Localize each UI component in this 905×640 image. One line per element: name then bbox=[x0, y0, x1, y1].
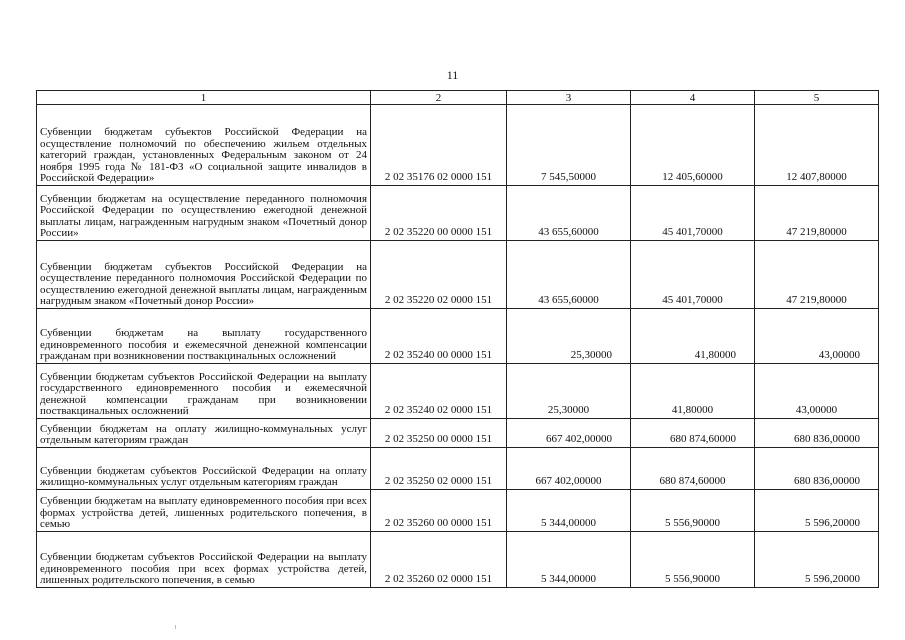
header-row bbox=[37, 91, 879, 105]
row-description: Субвенции бюджетам субъектов Российской Федерации на выплату государственного единовременного пособия и ежемесячной денежной компенсации гражданам при возникновении поствакцинальных осложнений bbox=[37, 364, 371, 419]
table-header bbox=[37, 91, 879, 105]
budget-table bbox=[36, 90, 879, 588]
row-value-year-3: 680 836,00000 bbox=[755, 448, 879, 490]
scan-artifact bbox=[175, 625, 176, 629]
table-row bbox=[37, 364, 879, 419]
row-value-year-2: 41,80000 bbox=[631, 364, 755, 419]
row-value-year-3: 43,00000 bbox=[755, 364, 879, 419]
table-row bbox=[37, 105, 879, 186]
row-value-year-1: 43 655,60000 bbox=[507, 241, 631, 309]
row-budget-code: 2 02 35176 02 0000 151 bbox=[371, 105, 507, 186]
row-value-year-2: 41,80000 bbox=[631, 309, 755, 364]
column-header-3: 3 bbox=[507, 91, 631, 105]
row-value-year-1: 43 655,60000 bbox=[507, 186, 631, 241]
table-row bbox=[37, 532, 879, 588]
row-value-year-3: 43,00000 bbox=[755, 309, 879, 364]
table-row bbox=[37, 490, 879, 532]
row-budget-code: 2 02 35260 02 0000 151 bbox=[371, 532, 507, 588]
row-value-year-1: 5 344,00000 bbox=[507, 532, 631, 588]
row-value-year-2: 45 401,70000 bbox=[631, 241, 755, 309]
row-budget-code: 2 02 35250 02 0000 151 bbox=[371, 448, 507, 490]
row-value-year-2: 45 401,70000 bbox=[631, 186, 755, 241]
row-value-year-1: 25,30000 bbox=[507, 309, 631, 364]
column-header-2: 2 bbox=[371, 91, 507, 105]
row-budget-code: 2 02 35240 02 0000 151 bbox=[371, 364, 507, 419]
row-budget-code: 2 02 35240 00 0000 151 bbox=[371, 309, 507, 364]
row-value-year-1: 667 402,00000 bbox=[507, 448, 631, 490]
table-row bbox=[37, 419, 879, 448]
row-value-year-3: 47 219,80000 bbox=[755, 186, 879, 241]
row-budget-code: 2 02 35260 00 0000 151 bbox=[371, 490, 507, 532]
row-description: Субвенции бюджетам на осуществление переданного полномочия Российской Федерации по осуществлению ежегодной денежной выплаты лицам, награжденным нагрудным знаком «Почетный донор России» bbox=[37, 186, 371, 241]
table-row bbox=[37, 309, 879, 364]
row-value-year-3: 680 836,00000 bbox=[755, 419, 879, 448]
row-value-year-3: 12 407,80000 bbox=[755, 105, 879, 186]
row-value-year-3: 47 219,80000 bbox=[755, 241, 879, 309]
row-description: Субвенции бюджетам субъектов Российской Федерации на осуществление полномочий по обеспечению жильем отдельных категорий граждан, установленных Федеральным законом от 24 ноября 1995 года № 181-ФЗ «О социальной защите инвалидов в Российской Федерации» bbox=[37, 105, 371, 186]
row-value-year-3: 5 596,20000 bbox=[755, 532, 879, 588]
row-value-year-1: 25,30000 bbox=[507, 364, 631, 419]
row-value-year-2: 5 556,90000 bbox=[631, 532, 755, 588]
row-description: Субвенции бюджетам субъектов Российской Федерации на оплату жилищно-коммунальных услуг отдельным категориям граждан bbox=[37, 448, 371, 490]
table-row bbox=[37, 241, 879, 309]
row-description: Субвенции бюджетам на оплату жилищно-коммунальных услуг отдельным категориям граждан bbox=[37, 419, 371, 448]
page-number: 11 bbox=[446, 68, 459, 82]
row-value-year-2: 12 405,60000 bbox=[631, 105, 755, 186]
row-value-year-2: 680 874,60000 bbox=[631, 448, 755, 490]
row-value-year-1: 5 344,00000 bbox=[507, 490, 631, 532]
row-description: Субвенции бюджетам на выплату единовременного пособия при всех формах устройства детей, лишенных родительского попечения, в семью bbox=[37, 490, 371, 532]
row-value-year-1: 667 402,00000 bbox=[507, 419, 631, 448]
row-budget-code: 2 02 35250 00 0000 151 bbox=[371, 419, 507, 448]
row-value-year-2: 5 556,90000 bbox=[631, 490, 755, 532]
row-description: Субвенции бюджетам субъектов Российской Федерации на осуществление переданного полномочия Российской Федерации по осуществлению ежегодной денежной выплаты лицам, награжденным нагрудным знаком «Почетный донор России» bbox=[37, 241, 371, 309]
row-budget-code: 2 02 35220 02 0000 151 bbox=[371, 241, 507, 309]
row-value-year-2: 680 874,60000 bbox=[631, 419, 755, 448]
column-header-1: 1 bbox=[37, 91, 371, 105]
row-value-year-3: 5 596,20000 bbox=[755, 490, 879, 532]
column-header-4: 4 bbox=[631, 91, 755, 105]
row-budget-code: 2 02 35220 00 0000 151 bbox=[371, 186, 507, 241]
table-body bbox=[37, 105, 879, 588]
table-row bbox=[37, 448, 879, 490]
row-description: Субвенции бюджетам субъектов Российской Федерации на выплату единовременного пособия при всех формах устройства детей, лишенных родительского попечения, в семью bbox=[37, 532, 371, 588]
table-row bbox=[37, 186, 879, 241]
column-header-5: 5 bbox=[755, 91, 879, 105]
row-value-year-1: 7 545,50000 bbox=[507, 105, 631, 186]
row-description: Субвенции бюджетам на выплату государственного единовременного пособия и ежемесячной денежной компенсации гражданам при возникновении поствакцинальных осложнений bbox=[37, 309, 371, 364]
